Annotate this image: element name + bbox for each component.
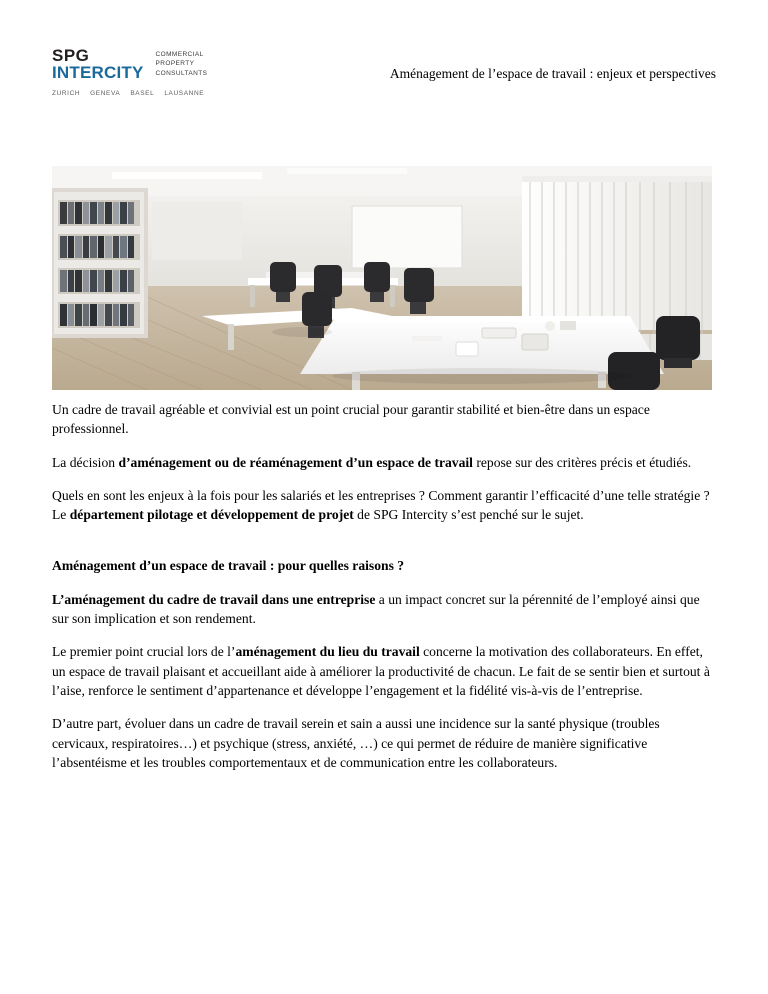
text-run: concerne la motivation des collaborateurs. En effet, un espace de travail plaisant et accueillant aide à améliorer la productivité de chacun. Le fait de se sentir bien et surtout à l’aise, renforce le sentiment d’appartenance et développe l’engagement et la fidélité vis-à-vis de l’entreprise. — [52, 644, 710, 698]
text-run: La décision — [52, 454, 119, 470]
paragraph-sante — [52, 714, 716, 772]
paragraph-motivation — [52, 642, 716, 700]
logo-name-bottom: INTERCITY — [52, 63, 144, 83]
text-run-bold: L’aménagement du cadre de travail dans une entreprise — [52, 591, 376, 607]
text-run: D’autre part, évoluer dans un cadre de travail serein et sain a aussi une incidence sur la santé physique (troubles cervicaux, respiratoires…) et psychique (stress, anxiété, …) ce qui permet de réduire de manière significative l’absentéisme et les troubles comportementaux et de communication entre les collaborateurs. — [52, 716, 660, 770]
document-header — [52, 48, 716, 108]
paragraph-decision — [52, 453, 716, 472]
paragraph-enjeux — [52, 486, 716, 525]
office-photo-illustration — [52, 166, 712, 390]
text-run-bold: aménagement du lieu du travail — [235, 644, 420, 660]
text-run-bold: département pilotage et développement de projet — [69, 507, 354, 523]
section-heading: Aménagement d’un espace de travail : pour quelles raisons ? — [52, 558, 405, 574]
text-run: Quels en sont les enjeux à la fois pour les salariés et les entreprises ? Comment garantir l’efficacité d’une telle stratégie ? Le — [52, 487, 710, 523]
logo-tagline-line-3: CONSULTANTS — [155, 69, 208, 77]
page-title: Aménagement de l’espace de travail : enjeux et perspectives — [389, 66, 716, 81]
logo-tagline-line-1: COMMERCIAL — [155, 51, 204, 58]
text-run: repose sur des critères précis et étudiés. — [472, 454, 692, 470]
paragraph-intro — [52, 400, 716, 439]
logo-city-2: GENEVA — [90, 90, 121, 97]
text-run-bold: d’aménagement ou de réaménagement d’un espace de travail — [118, 454, 473, 470]
logo-city-1: ZURICH — [52, 90, 81, 97]
paragraph-impact — [52, 590, 716, 629]
company-logo — [52, 46, 208, 97]
logo-name-top: SPG — [52, 46, 90, 65]
logo-cities — [52, 90, 205, 97]
text-run: a un impact concret sur la pérennité de l’employé ainsi que sur son implication et son rendement. — [52, 591, 700, 627]
logo-city-4: LAUSANNE — [164, 90, 205, 97]
logo-city-3: BASEL — [130, 90, 155, 97]
article-body — [52, 400, 716, 786]
logo-tagline — [156, 48, 208, 78]
text-run: de SPG Intercity s’est penché sur le sujet. — [353, 507, 584, 523]
hero-image — [52, 166, 712, 390]
text-run: Un cadre de travail agréable et convivial est un point crucial pour garantir stabilité et bien-être dans un espace professionnel. — [52, 402, 650, 437]
text-run: Le premier point crucial lors de l’ — [52, 644, 236, 660]
logo-tagline-line-2: PROPERTY — [155, 60, 195, 68]
logo-wordmark — [52, 48, 144, 81]
logo-lockup — [52, 46, 208, 83]
